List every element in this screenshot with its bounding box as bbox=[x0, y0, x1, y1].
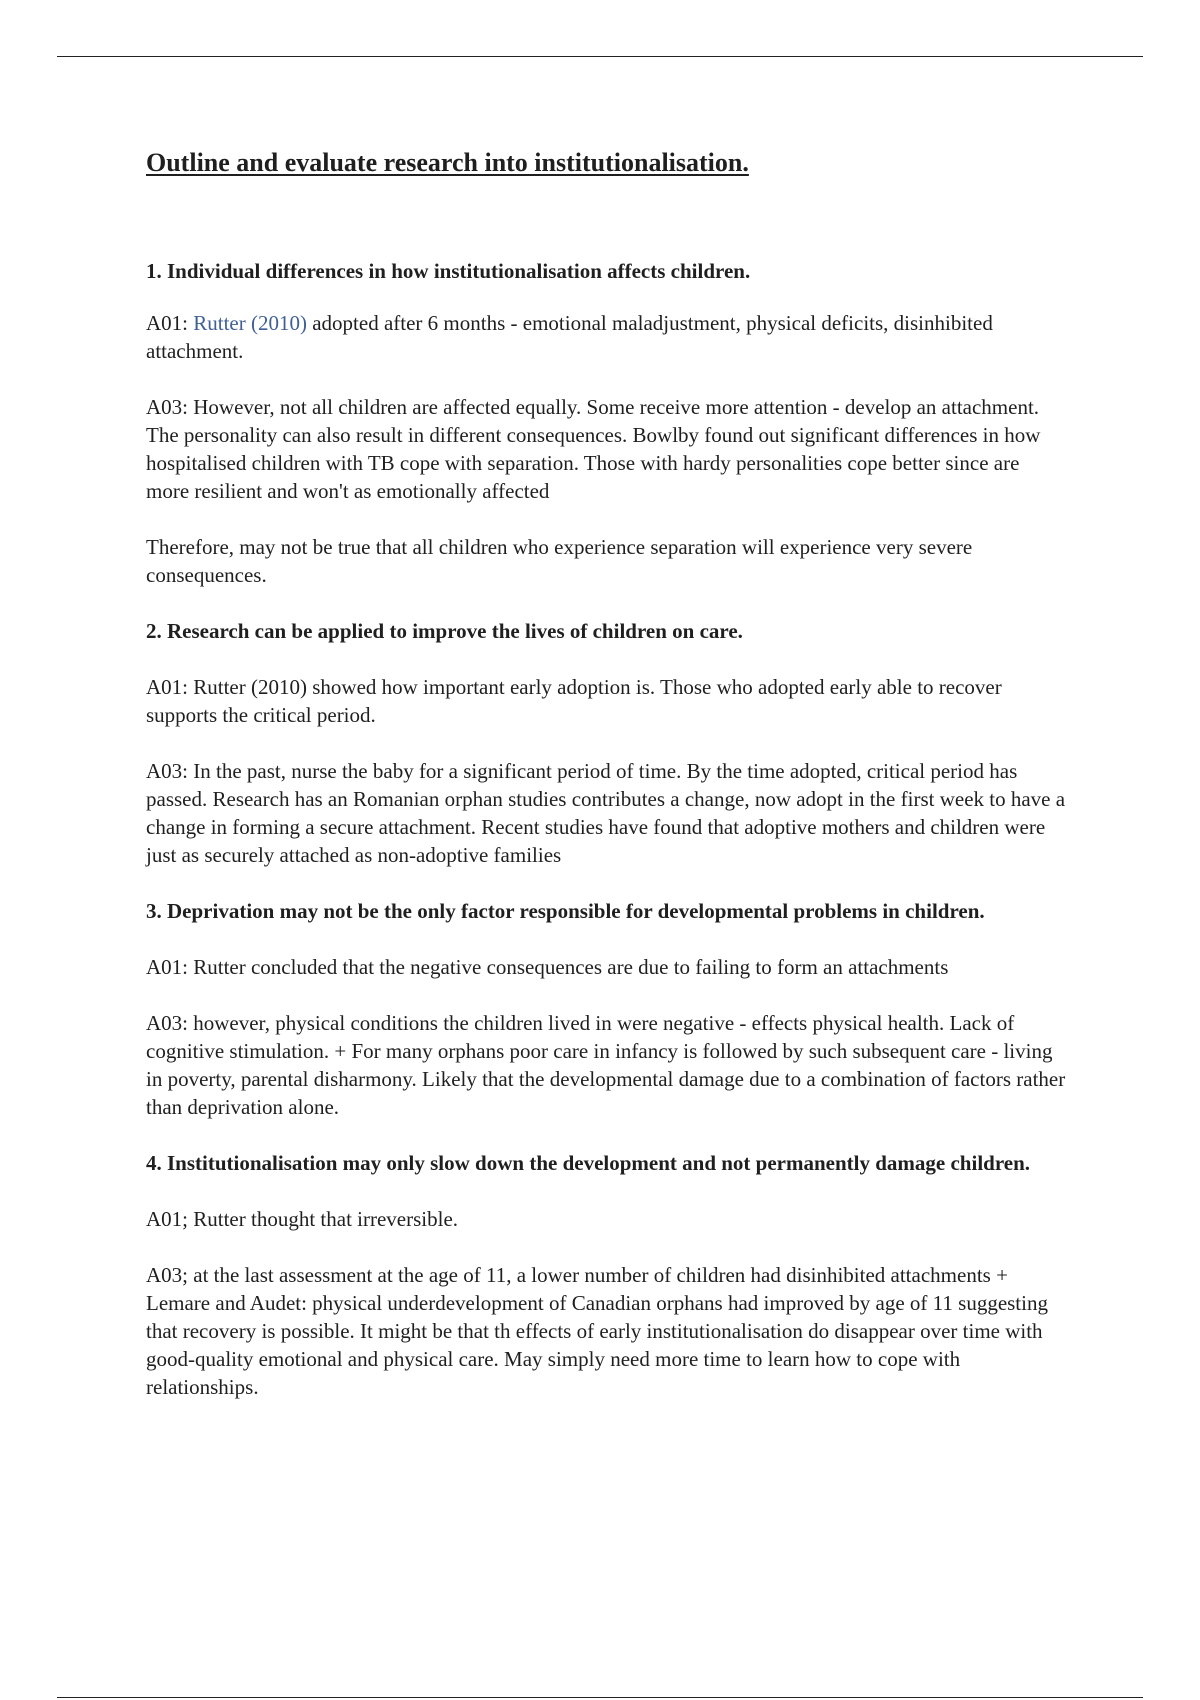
section-4-a03: A03; at the last assessment at the age of 11, a lower number of children had disinhibited attachments + Lemare and Audet: physical underdevelopment of Canadian orphans had improved by age of 11 suggesting that recovery is possible. It might be that th effects of early institutionalisation do disappear over time with good-quality emotional and physical care. May simply need more time to learn how to cope with relationships. bbox=[146, 1263, 1048, 1399]
section-2-a01: A01: Rutter (2010) showed how important early adoption is. Those who adopted early able to recover supports the critical period. bbox=[146, 675, 1002, 727]
page-top-rule bbox=[57, 56, 1143, 57]
section-1-conclusion: Therefore, may not be true that all children who experience separation will experience very severe consequences. bbox=[146, 535, 973, 587]
section-1-a03: A03: However, not all children are affected equally. Some receive more attention - develop an attachment. The personality can also result in different consequences. Bowlby found out significant differences in how hospitalised children with TB cope with separation. Those with hardy personalities cope better since are more resilient and won't as emotionally affected bbox=[146, 395, 1041, 503]
section-2-heading: 2. Research can be applied to improve the lives of children on care. bbox=[146, 619, 743, 643]
section-4 bbox=[146, 1149, 1066, 1401]
section-3-a01: A01: Rutter concluded that the negative consequences are due to failing to form an attachments bbox=[146, 955, 949, 979]
section-1 bbox=[146, 257, 1066, 589]
a01-text: adopted after 6 months - emotional maladjustment, physical deficits, disinhibited attachment. bbox=[146, 311, 993, 363]
page-bottom-rule bbox=[57, 1697, 1143, 1698]
rutter-2010-link[interactable]: Rutter (2010) bbox=[193, 311, 307, 335]
section-1-heading: 1. Individual differences in how institutionalisation affects children. bbox=[146, 259, 751, 283]
document-body bbox=[146, 146, 1066, 1401]
section-3 bbox=[146, 897, 1066, 1121]
section-4-heading: 4. Institutionalisation may only slow down the development and not permanently damage children. bbox=[146, 1151, 1031, 1175]
section-2 bbox=[146, 617, 1066, 869]
a01-prefix: A01: bbox=[146, 311, 194, 335]
section-4-a01: A01; Rutter thought that irreversible. bbox=[146, 1207, 459, 1231]
section-3-heading: 3. Deprivation may not be the only factor responsible for developmental problems in children. bbox=[146, 899, 985, 923]
section-1-a01 bbox=[146, 309, 1066, 365]
section-3-a03: A03: however, physical conditions the children lived in were negative - effects physical health. Lack of cognitive stimulation. + For many orphans poor care in infancy is followed by such subsequent care - living in poverty, parental disharmony. Likely that the developmental damage due to a combination of factors rather than deprivation alone. bbox=[146, 1011, 1066, 1119]
document-title: Outline and evaluate research into institutionalisation. bbox=[146, 148, 749, 177]
section-2-a03: A03: In the past, nurse the baby for a significant period of time. By the time adopted, critical period has passed. Research has an Romanian orphan studies contributes a change, now adopt in the first week to have a change in forming a secure attachment. Recent studies have found that adoptive mothers and children were just as securely attached as non-adoptive families bbox=[146, 759, 1066, 867]
